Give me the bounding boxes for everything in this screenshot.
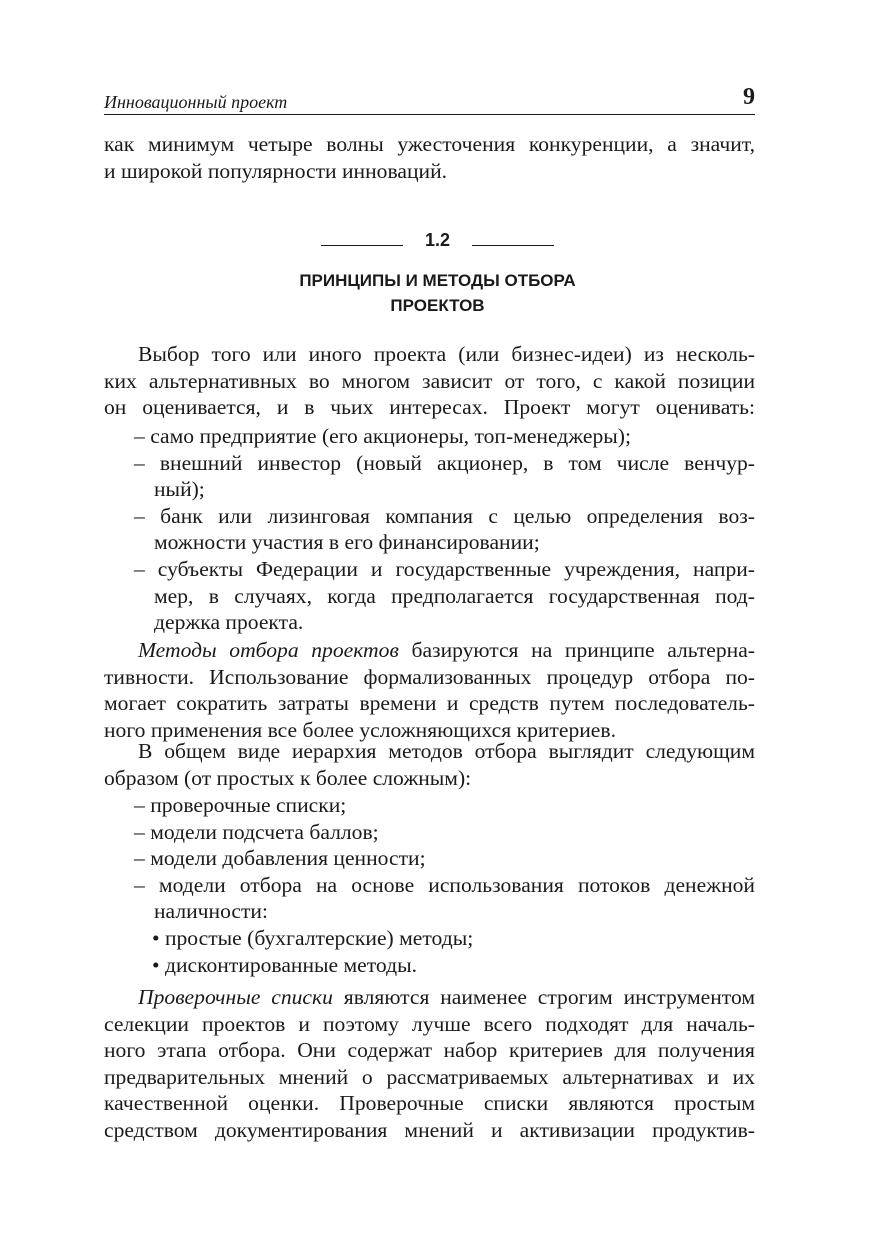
list-item-continuation: можности участия в его финансировании; [154, 530, 540, 555]
paragraph-checklists [104, 984, 755, 1144]
text-line: ких альтернативных во многом зависит от того, с какой позиции [104, 368, 755, 393]
text-line: он оценивается, и в чьих интересах. Проект могут оценивать: [104, 395, 755, 420]
paragraph-hierarchy [104, 738, 755, 791]
evaluators-list [104, 423, 755, 636]
bullet-item: • простые (бухгалтерские) методы; [152, 925, 474, 950]
methods-list [104, 792, 755, 978]
section-title-line: ПРИНЦИПЫ И МЕТОДЫ ОТБОРА [299, 271, 576, 290]
text-line: средством документирования мнений и активизации продуктив- [104, 1117, 755, 1142]
section-title-line: ПРОЕКТОВ [390, 296, 485, 315]
text-line: Выбор того или иного проекта (или бизнес-идеи) из несколь- [138, 342, 755, 366]
text-line: ного применения все более усложняющихся критериев. [104, 717, 616, 742]
page-number: 9 [743, 84, 755, 110]
list-item-continuation: держка проекта. [154, 610, 304, 635]
section-number: 1.2 [424, 230, 451, 250]
text-line: селекции проектов и поэтому лучше всего подходят для началь- [104, 1011, 755, 1036]
text-line: и широкой популярности инноваций. [104, 158, 448, 183]
list-item: – модели отбора на основе использования потоков денежной [134, 872, 755, 897]
list-item-continuation: наличности: [154, 899, 268, 924]
list-item-continuation: мер, в случаях, когда предполагается государственная под- [154, 583, 755, 608]
list-item: – внешний инвестор (новый акционер, в том числе венчур- [134, 450, 755, 475]
text-line: как минимум четыре волны ужесточения конкуренции, а значит, [104, 132, 755, 156]
italic-term: Методы отбора проектов [138, 638, 399, 662]
text-line: могает сократить затраты времени и средств путем последователь- [104, 691, 755, 716]
list-item-continuation: ный); [154, 477, 205, 502]
list-item: – субъекты Федерации и государственные учреждения, напри- [134, 556, 755, 581]
list-item: – модели добавления ценности; [134, 846, 426, 871]
italic-term: Проверочные списки [138, 985, 333, 1009]
running-header [104, 84, 755, 115]
bullet-item: • дисконтированные методы. [152, 952, 417, 977]
section-number-row [0, 230, 875, 251]
list-item: – банк или лизинговая компания с целью определения воз- [134, 503, 755, 528]
section-title [0, 268, 875, 318]
intro-paragraph [104, 131, 755, 184]
list-item: – проверочные списки; [134, 793, 347, 817]
text-line [104, 637, 755, 664]
text-line: качественной оценки. Проверочные списки являются простым [104, 1091, 755, 1116]
running-header-title: Инновационный проект [104, 92, 288, 112]
text-fragment: являются наименее строгим инструментом [332, 985, 755, 1009]
text-line: тивности. Использование формализованных процедур отбора по- [104, 664, 755, 689]
text-line: образом (от простых к более сложным): [104, 765, 472, 790]
paragraph-evaluation [104, 341, 755, 421]
text-line: ного этапа отбора. Они содержат набор критериев для получения [104, 1038, 755, 1063]
list-item: – модели подсчета баллов; [134, 819, 379, 844]
section-rule-right [472, 245, 554, 246]
text-line [104, 984, 755, 1011]
list-item: – само предприятие (его акционеры, топ-менеджеры); [134, 424, 631, 448]
text-fragment: базируются на принципе альтерна- [398, 638, 755, 662]
text-line: В общем виде иерархия методов отбора выглядит следующим [138, 739, 755, 763]
text-line: предварительных мнений о рассматриваемых альтернативах и их [104, 1064, 755, 1089]
section-rule-left [321, 245, 403, 246]
paragraph-selection-methods [104, 637, 755, 743]
